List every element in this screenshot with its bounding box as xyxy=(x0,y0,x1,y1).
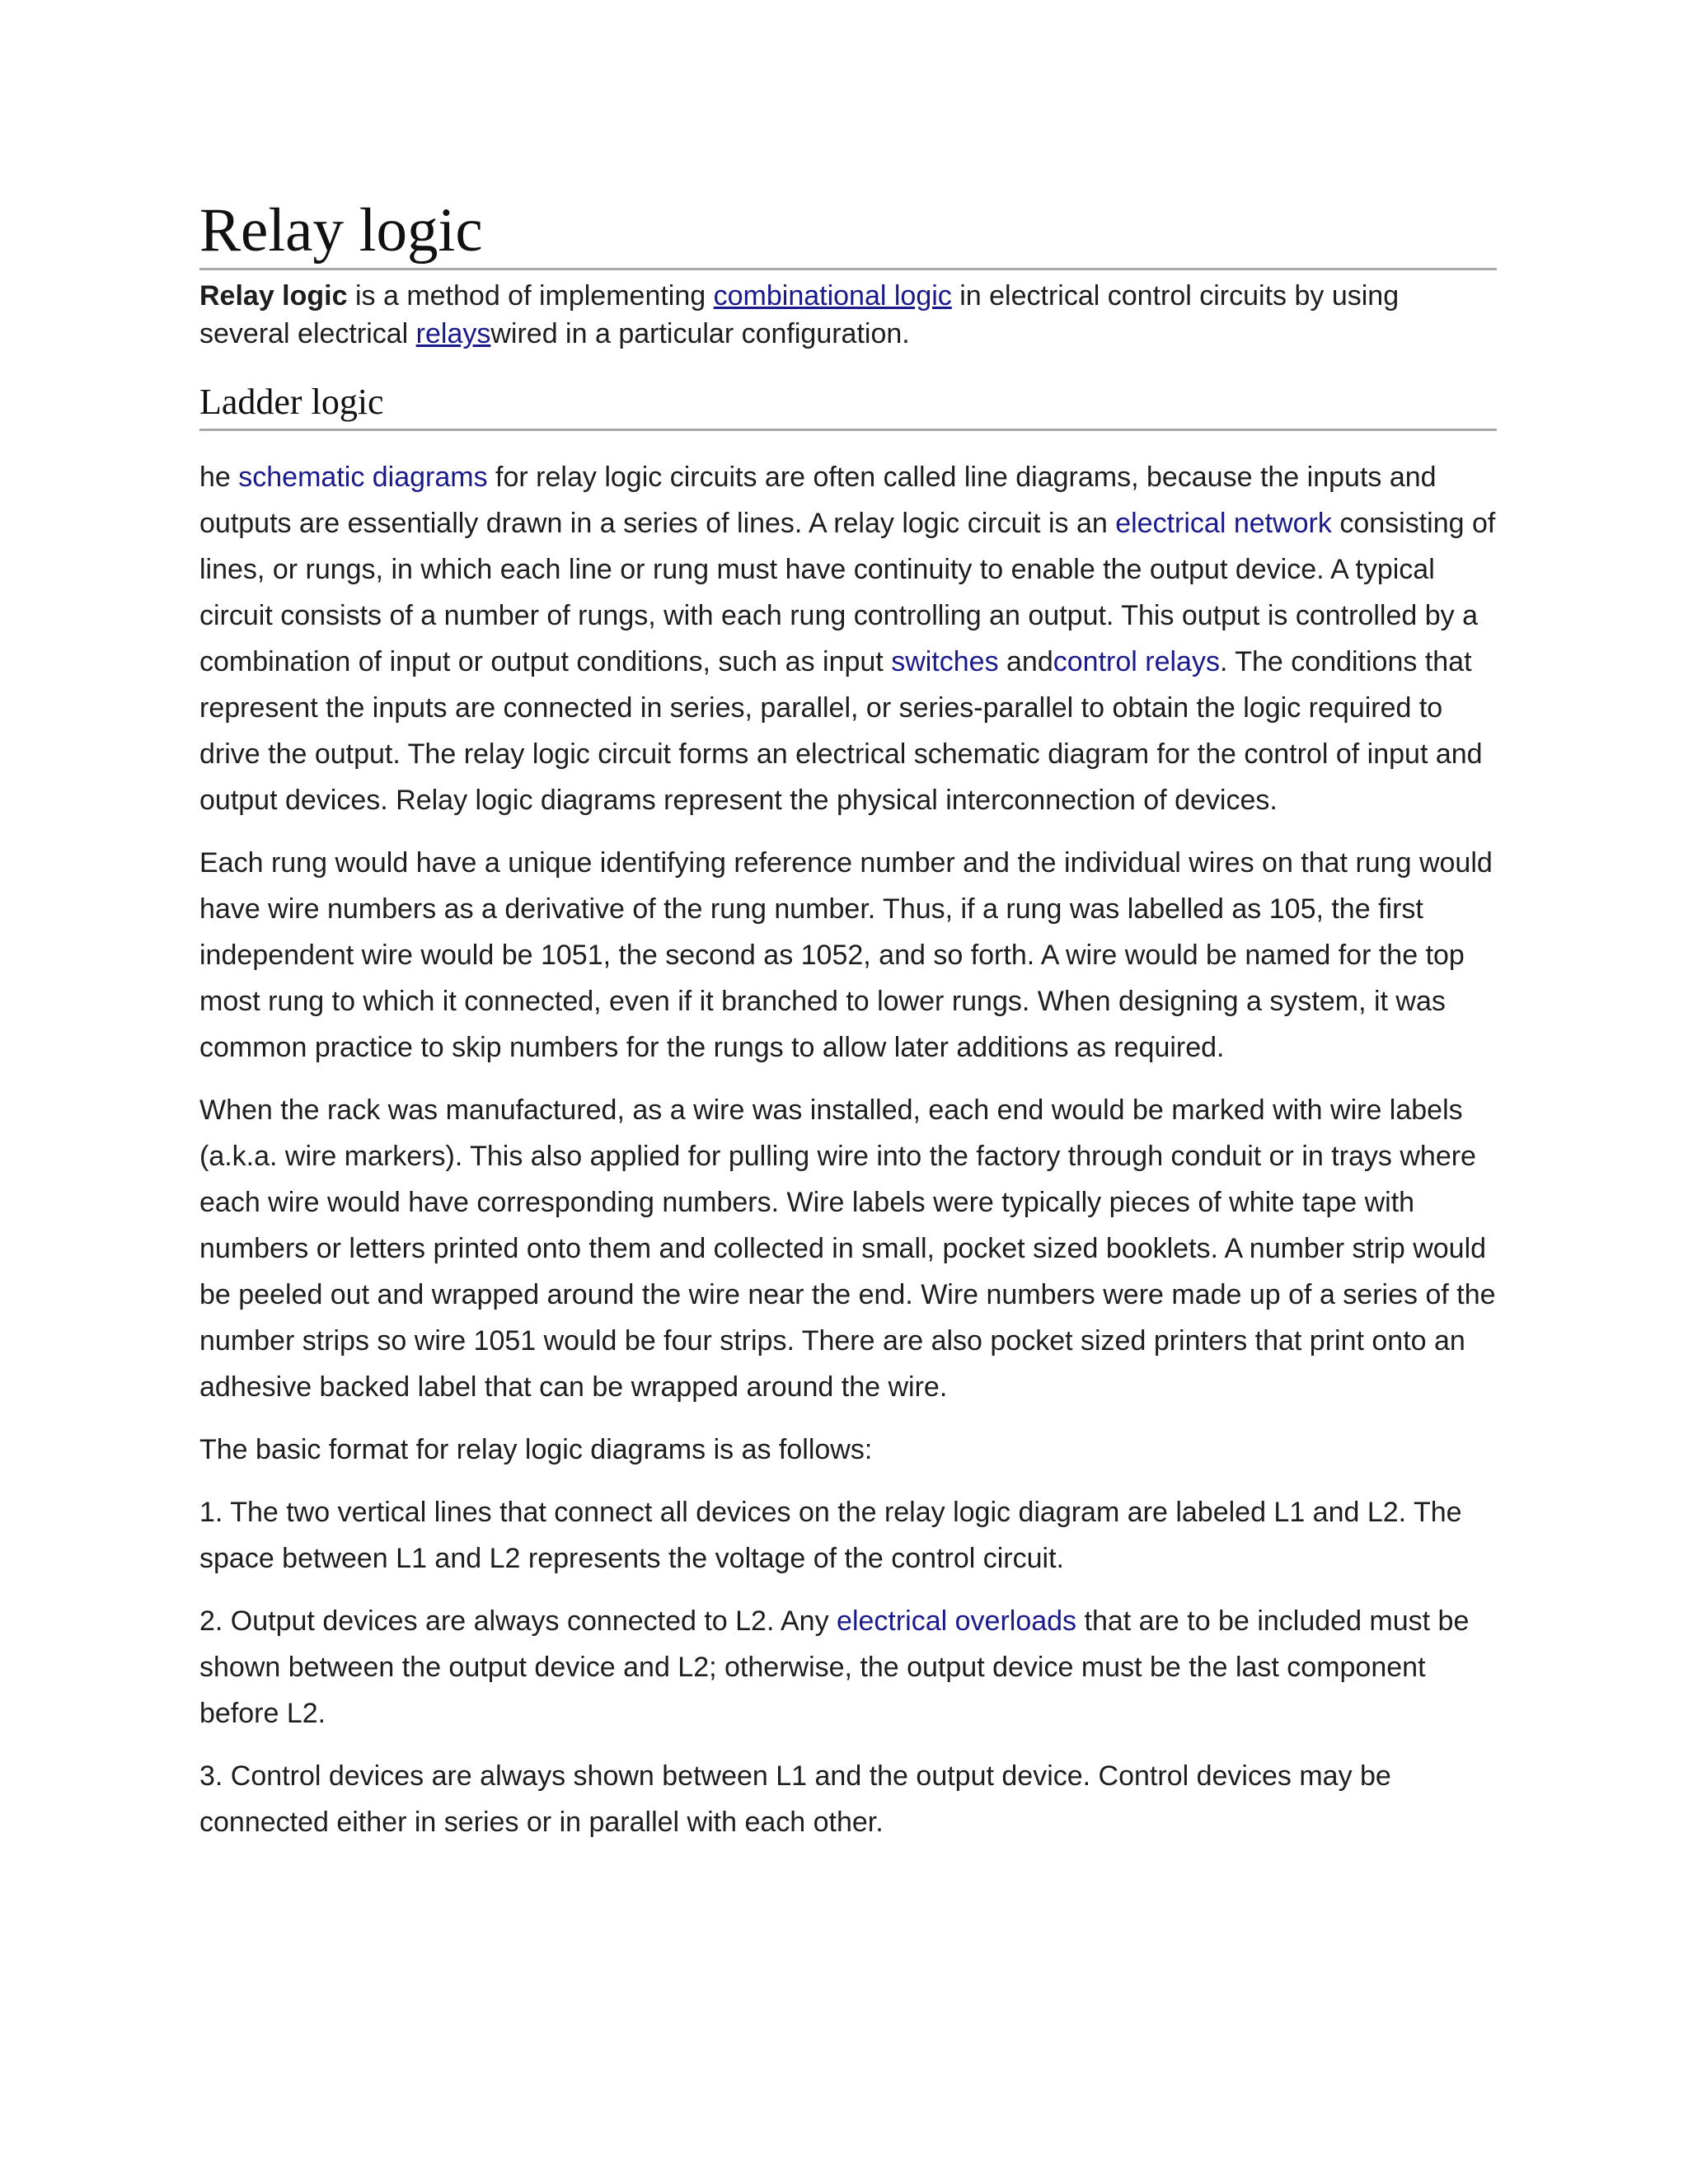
intro-term: Relay logic xyxy=(199,280,348,312)
paragraph-basic-format: The basic format for relay logic diagrams is as follows: xyxy=(199,1434,873,1465)
page-title: Relay logic xyxy=(199,199,1497,270)
electrical-network-link[interactable]: electrical network xyxy=(1115,508,1332,539)
relays-link[interactable]: relays xyxy=(415,318,491,349)
para1-text-3: consisting of lines, or rungs, in which each line or rung must have continuity to enable the output device. A typical circuit consists of a number of rungs, with each rung controlling an output. This output is controlled by a combination of input or output conditions, such as input xyxy=(199,508,1496,677)
combinational-logic-link[interactable]: combinational logic xyxy=(713,280,952,312)
paragraph-line-diagrams xyxy=(199,454,1497,823)
item2-text-2: that are to be included must be shown between the output device and L2; otherwise, the output device must be the last component before L2. xyxy=(199,1605,1470,1729)
list-item-2 xyxy=(199,1598,1497,1736)
para1-text-2: for relay logic circuits are often called line diagrams, because the inputs and outputs are essentially drawn in a series of lines. A relay logic circuit is an xyxy=(199,462,1437,539)
schematic-diagrams-link[interactable]: schematic diagrams xyxy=(238,462,488,493)
section-heading-ladder-logic: Ladder logic xyxy=(199,384,1497,431)
item2-text-1: 2. Output devices are always connected to L2. Any xyxy=(199,1605,837,1637)
paragraph-wire-labels: When the rack was manufactured, as a wire was installed, each end would be marked with wire labels (a.k.a. wire markers). This also applied for pulling wire into the factory through conduit or in trays where each wire would have corresponding numbers. Wire labels were typically pieces of white tape with numbers or letters printed onto them and collected in small, pocket sized booklets. A number strip would be peeled out and wrapped around the wire near the end. Wire numbers were made up of a series of the number strips so wire 1051 would be four strips. There are also pocket sized printers that print onto an adhesive backed label that can be wrapped around the wire. xyxy=(199,1094,1496,1403)
switches-link[interactable]: switches xyxy=(891,646,999,677)
intro-text-1: is a method of implementing xyxy=(347,280,714,312)
article xyxy=(199,185,1497,1862)
intro-text-2: in electrical control circuits by using several electrical xyxy=(199,280,1400,349)
electrical-overloads-link[interactable]: electrical overloads xyxy=(837,1605,1077,1637)
para1-text-4: and xyxy=(998,646,1053,677)
control-relays-link[interactable]: control relays xyxy=(1053,646,1220,677)
paragraph-rung-numbering: Each rung would have a unique identifying reference number and the individual wires on that rung would have wire numbers as a derivative of the rung number. Thus, if a rung was labelled as 105, the first independent wire would be 1051, the second as 1052, and so forth. A wire would be named for the top most rung to which it connected, even if it branched to lower rungs. When designing a system, it was common practice to skip numbers for the rungs to allow later additions as required. xyxy=(199,847,1493,1063)
para1-text-5: . The conditions that represent the inputs are connected in series, parallel, or series-parallel to obtain the logic required to drive the output. The relay logic circuit forms an electrical schematic diagram for the control of input and output devices. Relay logic diagrams represent the physical interconnection of devices. xyxy=(199,646,1483,816)
intro-paragraph xyxy=(199,277,1497,353)
list-item-1: 1. The two vertical lines that connect all devices on the relay logic diagram are labeled L1 and L2. The space between L1 and L2 represents the voltage of the control circuit. xyxy=(199,1497,1462,1574)
list-item-3: 3. Control devices are always shown between L1 and the output device. Control devices may be connected either in series or in parallel with each other. xyxy=(199,1760,1391,1838)
para1-text-1: he xyxy=(199,462,239,493)
intro-text-3: wired in a particular configuration. xyxy=(490,318,910,349)
